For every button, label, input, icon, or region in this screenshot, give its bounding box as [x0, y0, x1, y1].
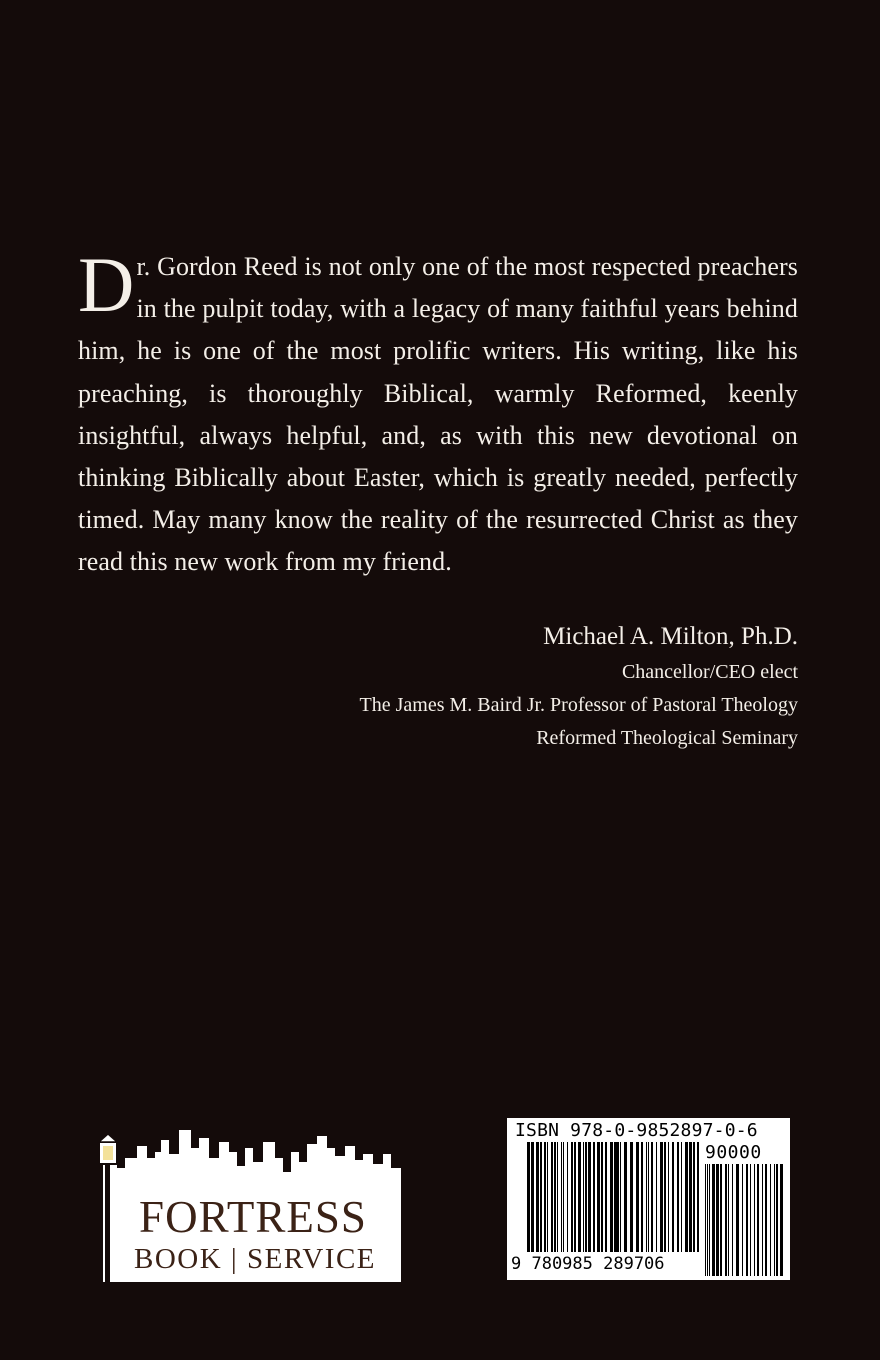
publisher-logo: [95, 1128, 405, 1282]
endorsement-blurb: [78, 241, 798, 584]
ean-digits: 9 780985 289706: [511, 1254, 665, 1274]
endorsement-text: r. Gordon Reed is not only one of the most respected preachers in the pulpit today, with a legacy of many faithful years behind him, he is one of the most prolific writers. His writing, like his preaching, is thoroughly Biblical, warmly Reformed, keenly insightful, always helpful, and, as with this new devotional on thinking Biblically about Easter, which is greatly needed, perfectly timed. May many know the reality of the resurrected Christ as they read this new work from my friend.: [78, 252, 798, 577]
price-code: 90000: [705, 1142, 762, 1163]
endorsement-attribution: [360, 618, 798, 755]
isbn-label: ISBN 978-0-9852897-0-6: [515, 1120, 758, 1141]
endorser-name: Michael A. Milton, Ph.D.: [543, 623, 798, 650]
publisher-name-line1: FORTRESS: [139, 1192, 367, 1242]
publisher-name-line2: BOOK | SERVICE: [134, 1243, 376, 1275]
endorser-institution: Reformed Theological Seminary: [536, 727, 798, 749]
endorser-title: Chancellor/CEO elect: [621, 661, 798, 683]
lamp-icon: [103, 1146, 113, 1160]
endorser-position: The James M. Baird Jr. Professor of Pastoral Theology: [359, 694, 798, 716]
drop-cap: D: [78, 241, 135, 328]
isbn-barcode: [507, 1118, 790, 1280]
